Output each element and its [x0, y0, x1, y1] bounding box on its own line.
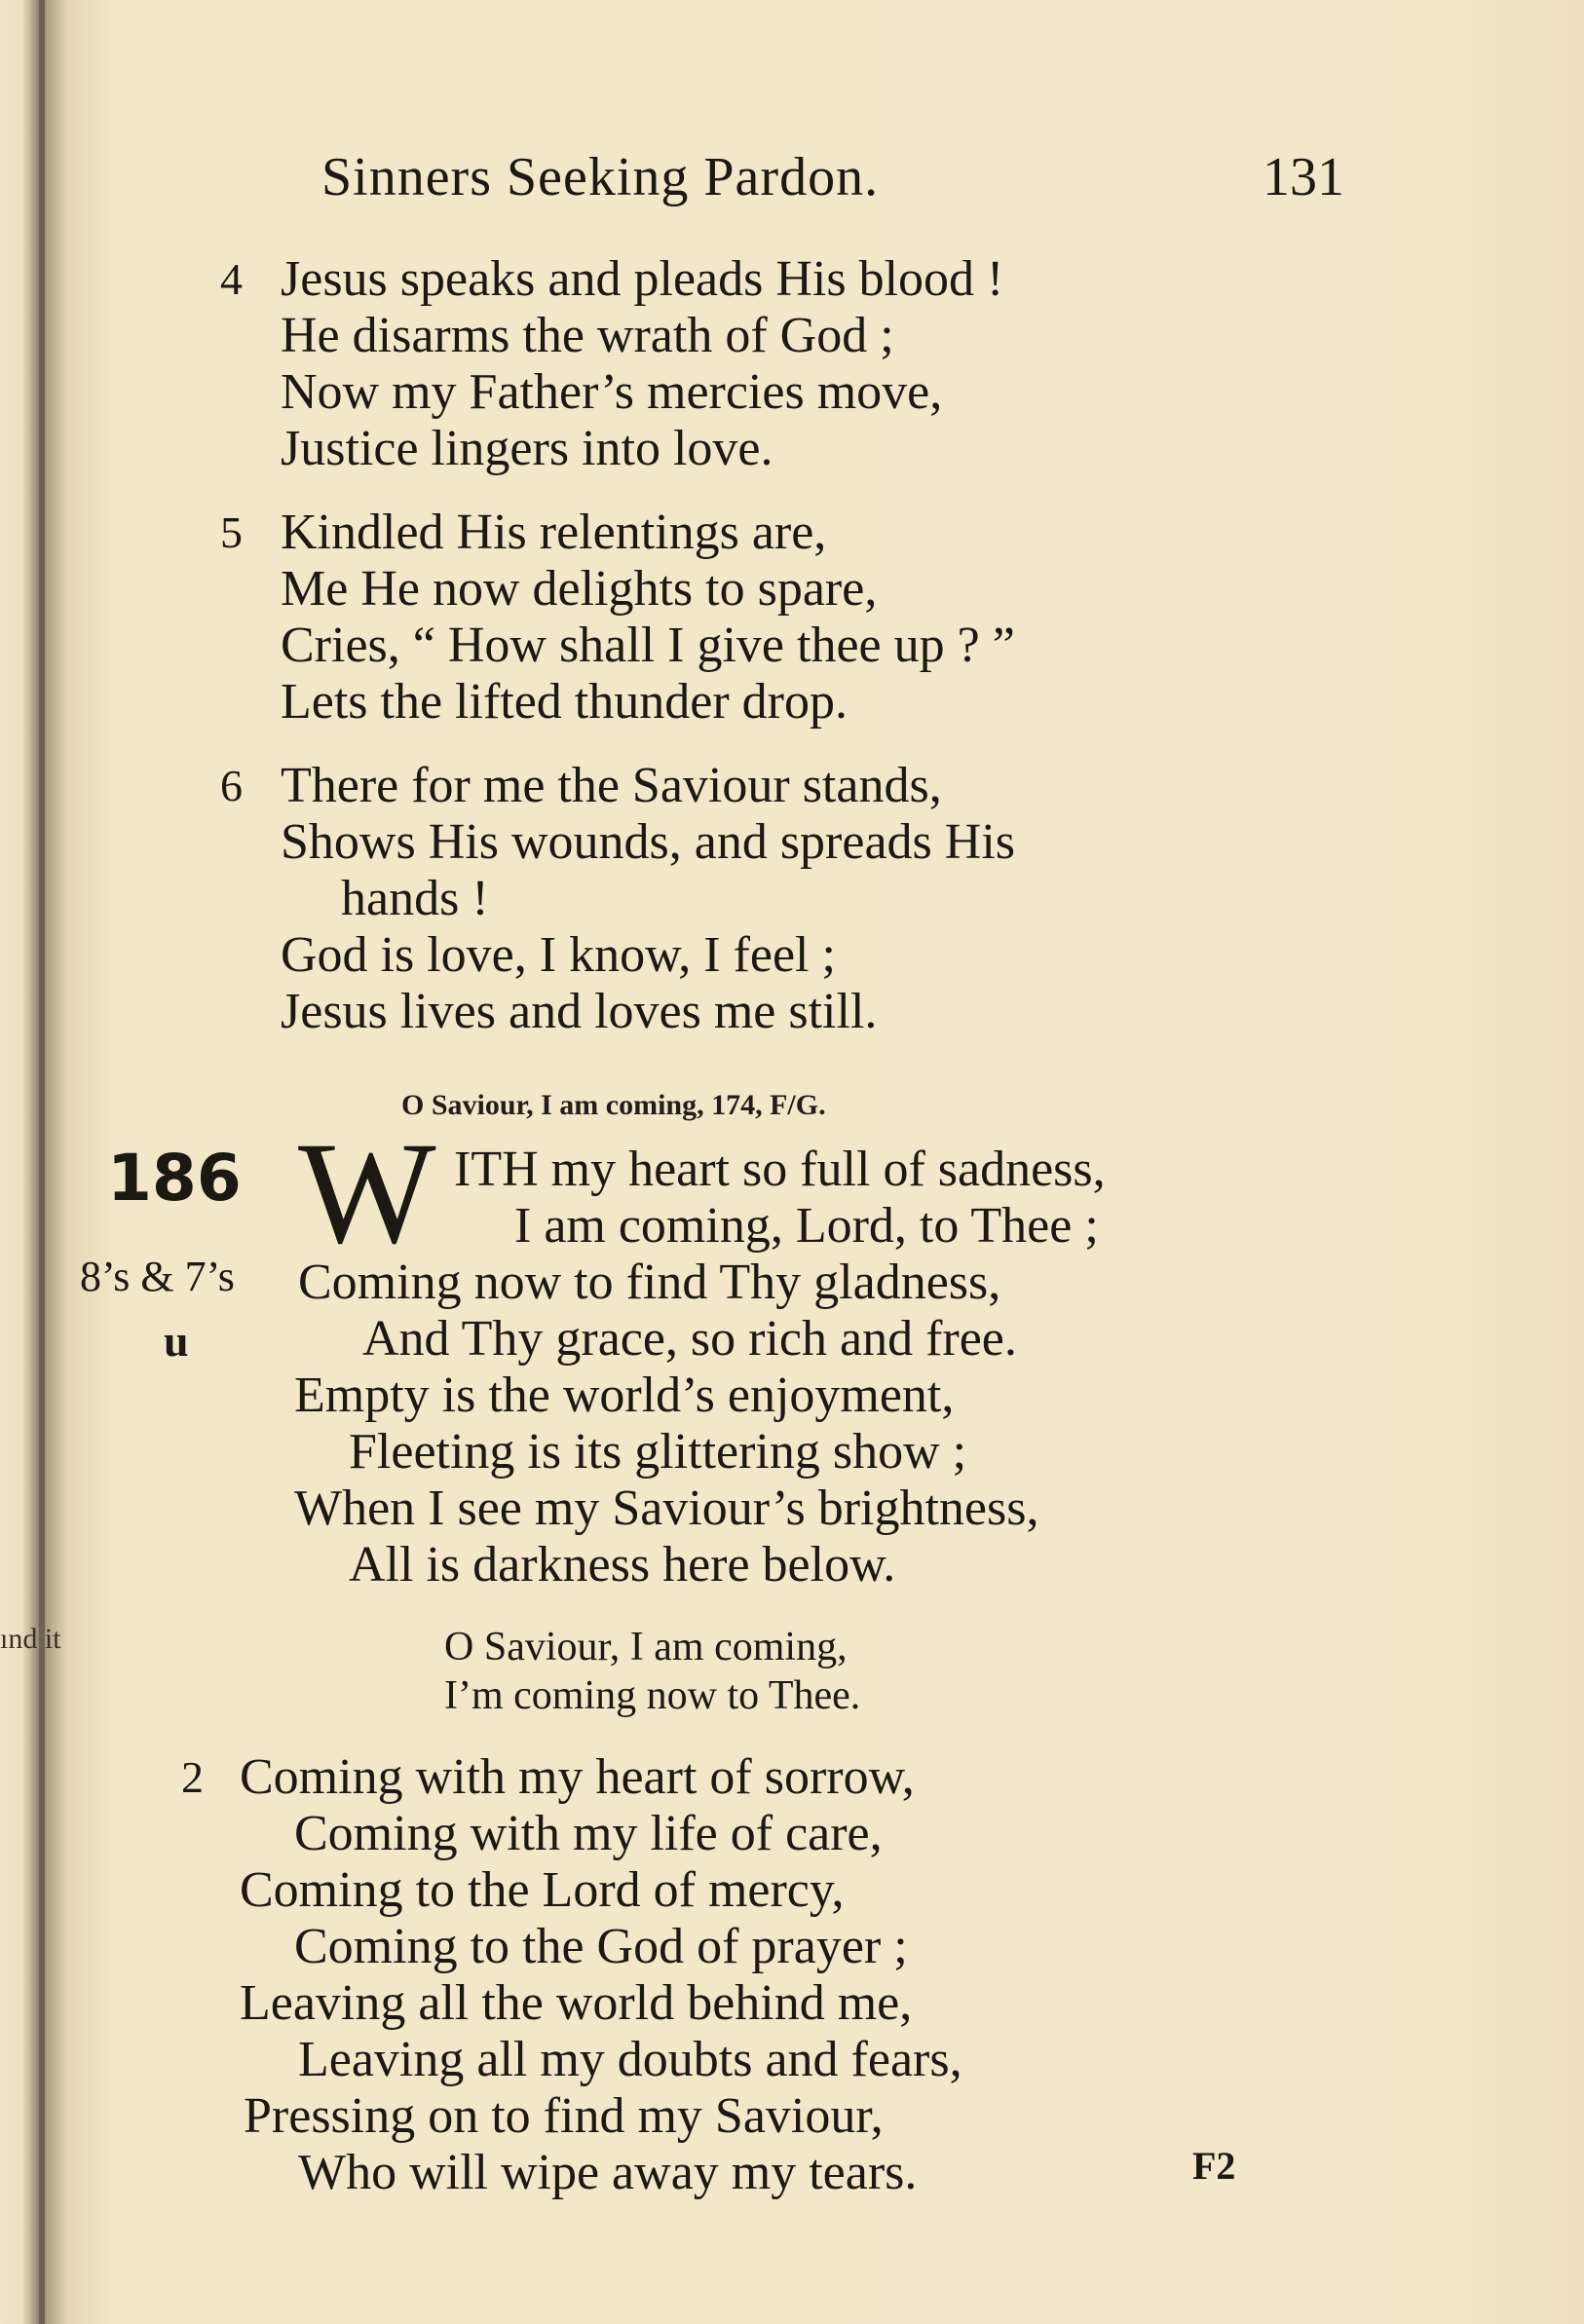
verse-line: And Thy grace, so rich and free. — [362, 1311, 1017, 1367]
verse-number: 6 — [220, 761, 243, 810]
drop-cap: W — [298, 1112, 436, 1274]
binding-edge — [39, 0, 45, 2324]
page-header — [321, 146, 1344, 214]
verse-line: Coming with my life of care, — [294, 1806, 883, 1861]
margin-fragment: ınd it — [0, 1623, 61, 1655]
verse-number: 2 — [181, 1752, 204, 1802]
verse-line: Justice lingers into love. — [281, 421, 773, 476]
verse-line: Coming to the God of prayer ; — [294, 1919, 908, 1974]
verse-line: God is love, I know, I feel ; — [281, 927, 836, 983]
verse-line: Me He now delights to spare, — [281, 561, 878, 617]
verse-line: hands ! — [341, 871, 489, 926]
verse-line: All is darkness here below. — [349, 1537, 896, 1593]
verse-number: 5 — [220, 507, 243, 557]
verse-line: Pressing on to find my Saviour, — [244, 2088, 884, 2144]
verse-line: Empty is the world’s enjoyment, — [294, 1368, 955, 1423]
verse-line: Coming with my heart of sorrow, — [240, 1749, 915, 1805]
hymn-number: 186 — [107, 1141, 242, 1216]
verse-number: 4 — [220, 254, 243, 304]
tune-reference: O Saviour, I am coming, 174, F/G. — [401, 1089, 826, 1121]
verse-line: He disarms the wrath of God ; — [281, 308, 894, 363]
hymn-meter: 8’s & 7’s — [80, 1253, 235, 1300]
verse-line: I am coming, Lord, to Thee ; — [514, 1198, 1099, 1254]
verse-line: Leaving all my doubts and fears, — [298, 2032, 962, 2087]
verse-line: Jesus speaks and pleads His blood ! — [281, 251, 1004, 307]
hymn-key: u — [164, 1316, 189, 1366]
chorus-line: O Saviour, I am coming, — [444, 1625, 848, 1669]
page-number: 131 — [1263, 147, 1344, 207]
verse-line: When I see my Saviour’s brightness, — [294, 1481, 1039, 1536]
running-title: Sinners Seeking Pardon. — [321, 147, 880, 207]
verse-line: Lets the lifted thunder drop. — [281, 674, 848, 730]
verse-line: Cries, “ How shall I give thee up ? ” — [281, 618, 1015, 673]
verse-line: Now my Father’s mercies move, — [281, 364, 943, 420]
verse-line: Leaving all the world behind me, — [240, 1975, 913, 2031]
verse-line: Shows His wounds, and spreads His — [281, 814, 1015, 870]
verse-line: Coming to the Lord of mercy, — [240, 1862, 845, 1918]
verse-line: Jesus lives and loves me still. — [281, 984, 878, 1039]
verse-line: Coming now to find Thy gladness, — [298, 1255, 1001, 1310]
verse-line: There for me the Saviour stands, — [281, 758, 942, 813]
signature-mark: F2 — [1192, 2144, 1236, 2188]
verse-line: ITH my heart so full of sadness, — [454, 1142, 1106, 1197]
verse-line: Fleeting is its glittering show ; — [349, 1424, 967, 1480]
verse-line: Who will wipe away my tears. — [298, 2145, 918, 2200]
chorus-line: I’m coming now to Thee. — [444, 1673, 861, 1718]
verse-line: Kindled His relentings are, — [281, 505, 827, 560]
